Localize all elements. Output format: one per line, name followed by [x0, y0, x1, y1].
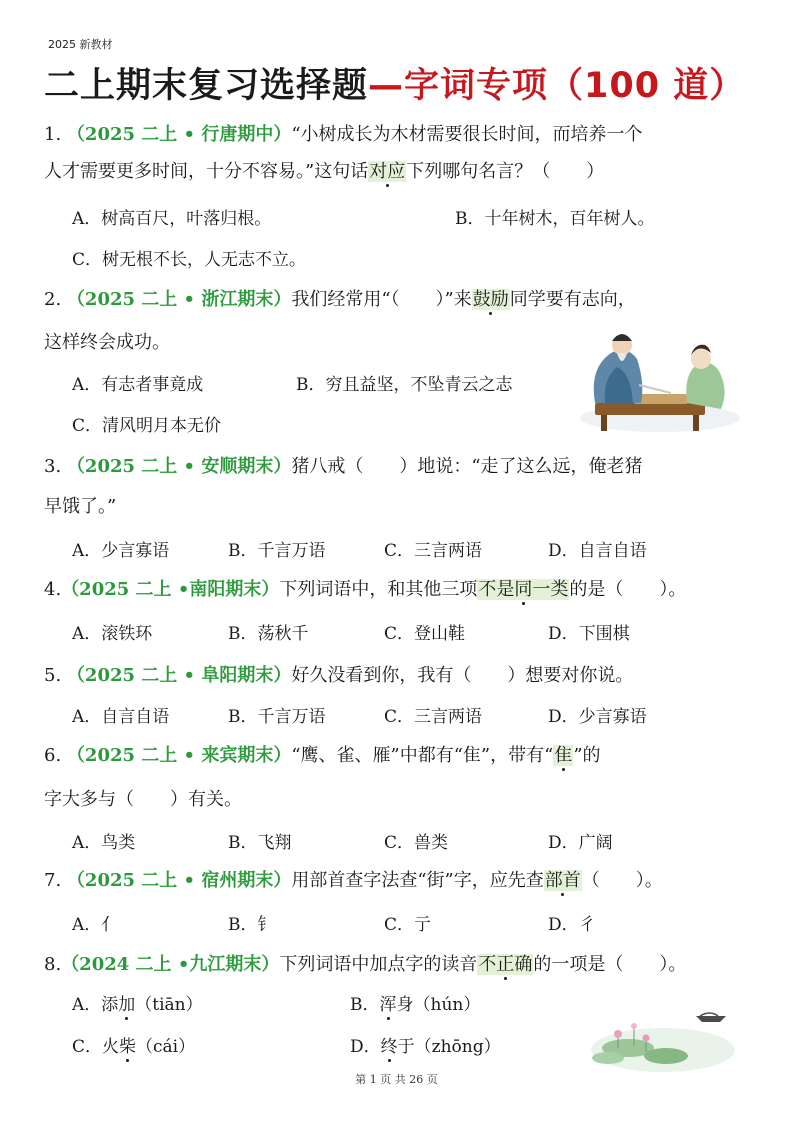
- question-number: 7.: [44, 870, 62, 891]
- teacher-student-illustration: [575, 323, 740, 438]
- dotted-char: 终: [380, 1037, 398, 1057]
- option-b[interactable]: B．穷且益坚，不坠青云之志: [296, 375, 513, 395]
- option-d[interactable]: D．广阔: [548, 833, 613, 853]
- question-number: 5.: [44, 665, 62, 686]
- keyword-highlight: 鼓励: [472, 289, 509, 310]
- option-c[interactable]: C．火柴（cái）: [72, 1037, 196, 1057]
- question-3-stem-cont: 早饿了。”: [44, 496, 117, 517]
- question-4: 4.（2025 二上 •南阳期末）下列词语中，和其他三项不是同一类的是（ ）。: [44, 579, 687, 600]
- question-number: 2.: [44, 289, 62, 310]
- edition-tag: 2025 新教材: [48, 38, 113, 51]
- question-1-stem-cont: 人才需要更多时间，十分不容易。”这句话对应下列哪句名言？（ ）: [44, 161, 605, 182]
- question-source: （2025 二上 •南阳期末）: [61, 579, 280, 600]
- option-d[interactable]: D．彳: [548, 915, 596, 935]
- option-c[interactable]: C．清风明月本无价: [72, 416, 222, 436]
- option-c[interactable]: C．三言两语: [384, 707, 483, 727]
- option-d[interactable]: D．下围棋: [548, 624, 630, 644]
- question-source: （2025 二上 • 宿州期末）: [66, 870, 292, 891]
- dotted-char: 加: [118, 995, 136, 1015]
- question-6: 6. （2025 二上 • 来宾期末）“鹰、雀、雁”中都有“隹”，带有“隹”的: [44, 745, 601, 766]
- question-8: 8.（2024 二上 •九江期末）下列词语中加点字的读音不正确的一项是（ ）。: [44, 954, 687, 975]
- option-d[interactable]: D．终于（zhōng）: [350, 1037, 501, 1057]
- question-number: 4.: [44, 579, 62, 600]
- question-5: 5. （2025 二上 • 阜阳期末）好久没看到你，我有（ ）想要对你说。: [44, 665, 634, 686]
- option-b[interactable]: B．十年树木，百年树人。: [455, 209, 655, 229]
- option-b[interactable]: B．钅: [228, 915, 275, 935]
- option-a[interactable]: A．树高百尺，叶落归根。: [72, 209, 272, 229]
- option-c[interactable]: C．三言两语: [384, 541, 483, 561]
- question-source: （2025 二上 • 行唐期中）: [66, 124, 292, 145]
- page-footer: 第 1 页 共 26 页: [355, 1073, 438, 1086]
- option-a[interactable]: A．添加（tiān）: [72, 995, 203, 1015]
- option-c[interactable]: C．亍: [384, 915, 432, 935]
- option-d[interactable]: D．少言寡语: [548, 707, 647, 727]
- option-a[interactable]: A．鸟类: [72, 833, 136, 853]
- option-a[interactable]: A．亻: [72, 915, 119, 935]
- option-c[interactable]: C．登山鞋: [384, 624, 466, 644]
- question-number: 6.: [44, 745, 62, 766]
- title-subtitle: —字词专项（100 道）: [368, 66, 746, 106]
- question-source: （2025 二上 • 来宾期末）: [66, 745, 292, 766]
- question-source: （2024 二上 •九江期末）: [61, 954, 280, 975]
- question-2-stem-cont: 这样终会成功。: [44, 332, 170, 353]
- question-source: （2025 二上 • 安顺期末）: [66, 456, 292, 477]
- keyword-highlight: 隹: [554, 745, 573, 766]
- question-3: 3. （2025 二上 • 安顺期末）猪八戒（ ）地说：“走了这么远，俺老猪: [44, 456, 643, 477]
- option-b[interactable]: B．飞翔: [228, 833, 292, 853]
- option-b[interactable]: B．千言万语: [228, 707, 326, 727]
- lotus-pond-illustration: [588, 992, 738, 1074]
- question-1: [44, 123, 643, 147]
- question-source: （2025 二上 • 阜阳期末）: [66, 665, 292, 686]
- keyword-highlight: 不正确: [478, 954, 533, 975]
- question-2: 2. （2025 二上 • 浙江期末）我们经常用“（ ）”来鼓励同学要有志向，: [44, 289, 636, 310]
- option-b[interactable]: B．荡秋千: [228, 624, 309, 644]
- dotted-char: 浑: [379, 995, 397, 1015]
- title-main: 二上期末复习选择题: [44, 66, 369, 106]
- option-a[interactable]: A．有志者事竟成: [72, 375, 204, 395]
- question-number: 8.: [44, 954, 62, 975]
- keyword-highlight: 不是同一类: [478, 579, 569, 600]
- option-c[interactable]: C．兽类: [384, 833, 449, 853]
- question-6-stem-cont: 字大多与（ ）有关。: [44, 789, 242, 810]
- keyword-highlight: 对应: [369, 161, 406, 182]
- option-a[interactable]: A．少言寡语: [72, 541, 170, 561]
- option-a[interactable]: A．滚铁环: [72, 624, 153, 644]
- option-c[interactable]: C．树无根不长，人无志不立。: [72, 250, 307, 270]
- question-number: 3.: [44, 456, 62, 477]
- question-number: 1.: [44, 124, 62, 145]
- option-b[interactable]: B．浑身（hún）: [350, 995, 481, 1015]
- question-stem: “小树成长为木材需要很长时间，而培养一个: [291, 124, 643, 145]
- dotted-char: 柴: [119, 1037, 137, 1057]
- question-7: 7. （2025 二上 • 宿州期末）用部首查字法查“街”字，应先查部首（ ）。: [44, 870, 663, 891]
- question-source: （2025 二上 • 浙江期末）: [66, 289, 292, 310]
- option-d[interactable]: D．自言自语: [548, 541, 647, 561]
- page-title: [44, 58, 745, 108]
- keyword-highlight: 部首: [544, 870, 581, 891]
- option-a[interactable]: A．自言自语: [72, 707, 170, 727]
- option-b[interactable]: B．千言万语: [228, 541, 326, 561]
